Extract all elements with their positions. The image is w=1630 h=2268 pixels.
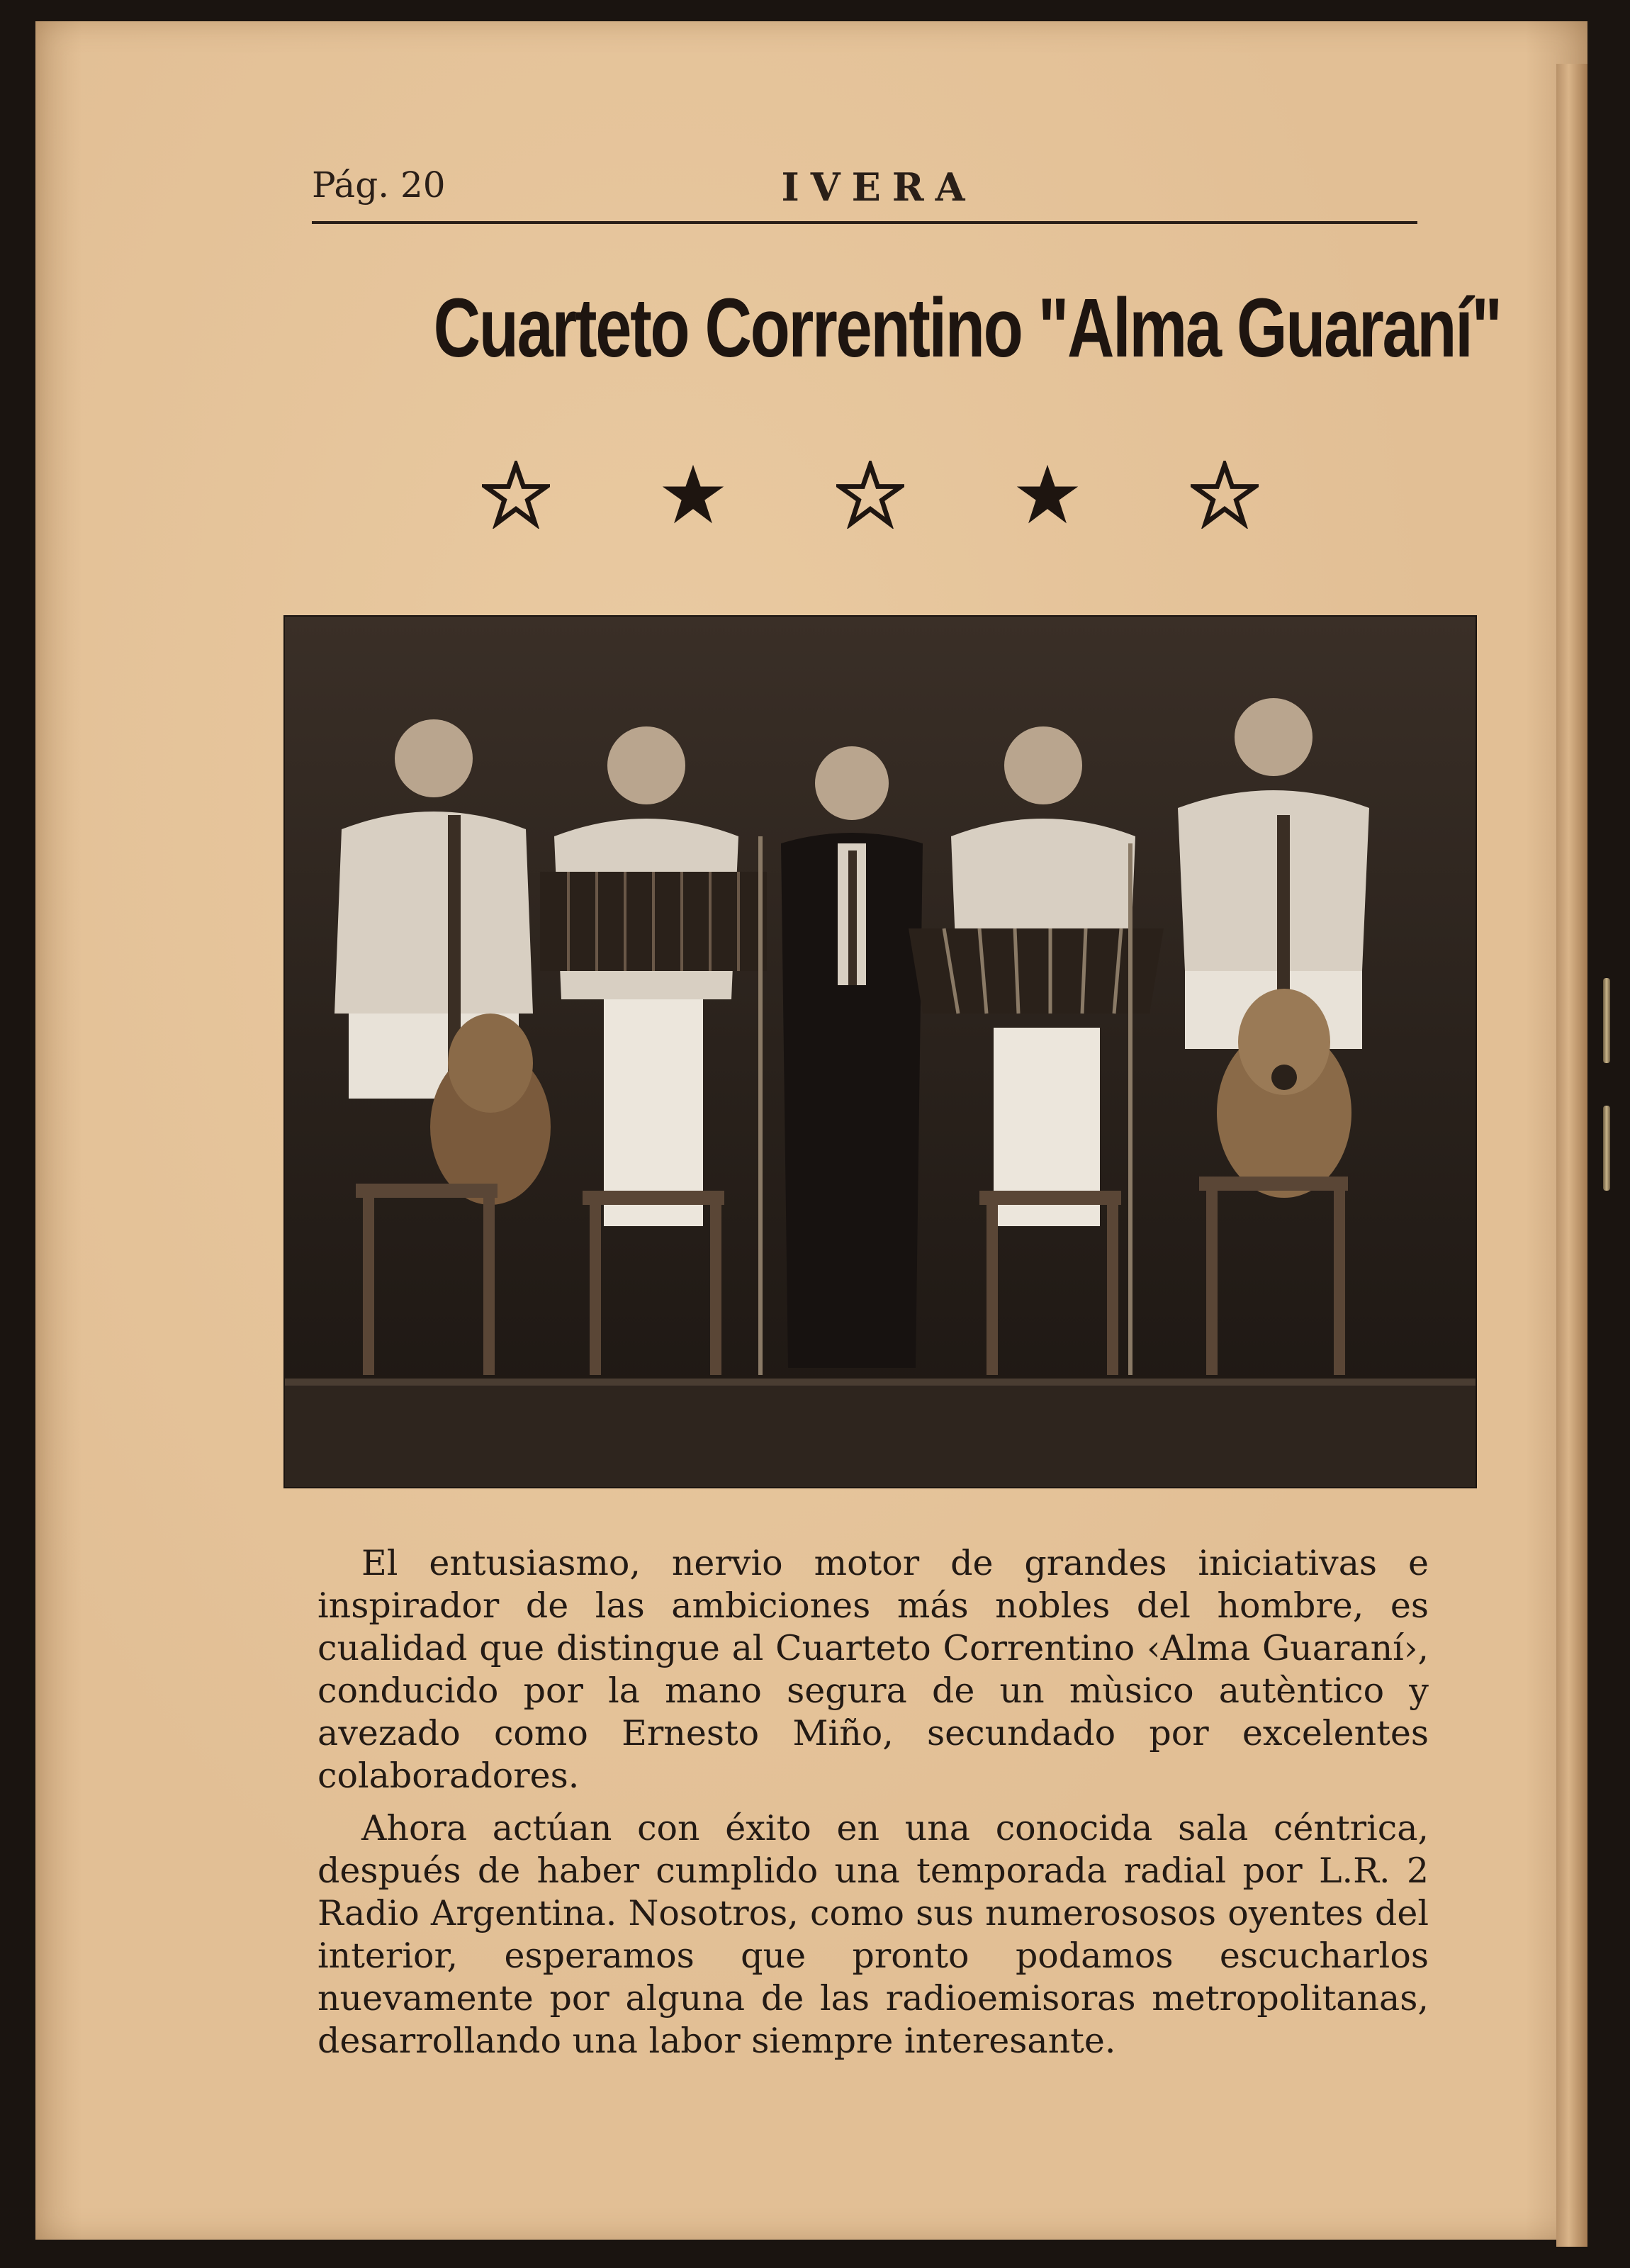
outline-star-icon	[836, 461, 904, 529]
filled-star-icon	[1013, 461, 1081, 529]
page-header	[312, 164, 1417, 224]
masthead: IVERA	[781, 164, 977, 210]
page-spine	[1556, 64, 1587, 2247]
binding-staple	[1603, 1106, 1610, 1191]
article-paragraph: Ahora actúan con éxito en una conocida sala céntrica, después de haber cumplido una temporada radial por L.R. 2 Radio Argentina. Nosotros, como sus numerososos oyentes del interior, esperamos que pronto podamos escucharlos nuevamente por alguna de las radioemisoras metropolitanas, desarrollando una labor siempre interesante.	[317, 1808, 1429, 2061]
page-number: Pág. 20	[312, 164, 446, 206]
article-title: Cuarteto Correntino "Alma Guaraní"	[433, 281, 1501, 375]
binding-staple	[1603, 978, 1610, 1063]
outline-star-icon	[1191, 461, 1259, 529]
outline-star-icon	[482, 461, 550, 529]
article-paragraph: El entusiasmo, nervio motor de grandes iniciativas e inspirador de las ambiciones más nobles del hombre, es cualidad que distingue al Cuarteto Correntino ‹Alma Guaraní›, conducido por la mano segura de un mùsico autèntico y avezado como Ernesto Miño, secundado por excelentes colaboradores.	[317, 1543, 1429, 1796]
star-ornament	[482, 461, 1276, 539]
filled-star-icon	[659, 461, 727, 529]
article-body	[317, 1542, 1429, 2072]
band-photograph	[283, 615, 1477, 1488]
